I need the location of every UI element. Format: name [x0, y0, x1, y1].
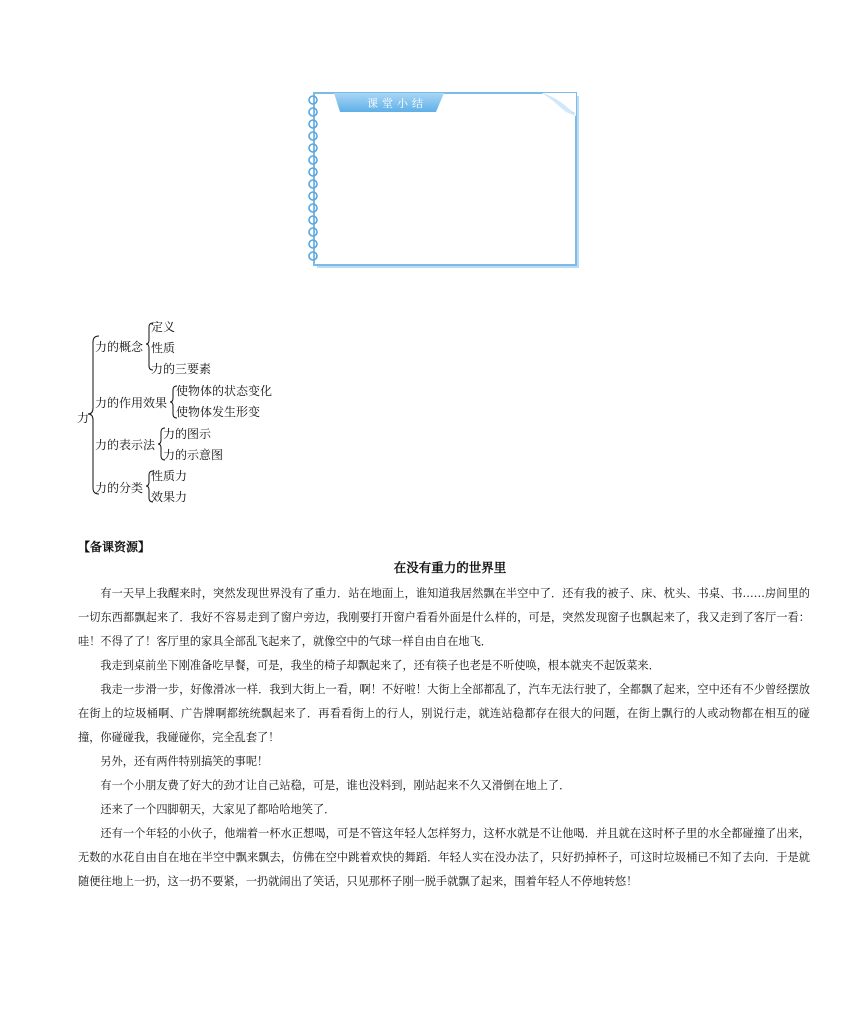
- resources-heading: 【备课资源】: [78, 540, 151, 554]
- leaf-item: 性质力: [151, 469, 188, 483]
- article-paragraph: 还有一个年轻的小伙子，他端着一杯水正想喝，可是不管这年轻人怎样努力，这杯水就是不让他喝．并且就在这时杯子里的水全都碰撞了出来，无数的水花自由自在地在半空中飘来飘去，仿佛在空中跳着欢快的舞蹈．年轻人实在没办法了，只好扔掉杯子，可这时垃圾桶已不知了去向．于是就随便往地上一扔，这一扔不要紧，一扔就闹出了笑话，只见那杯子刚一脱手就飘了起来，围着年轻人不停地转悠！: [78, 827, 810, 888]
- article-paragraph: 我走到桌前坐下刚准备吃早餐，可是，我坐的椅子却飘起来了，还有筷子也老是不听使唤，根本就夹不起饭菜来．: [100, 659, 660, 672]
- article-body: [78, 582, 810, 894]
- branch-label: 力的作用效果: [95, 396, 168, 410]
- branch-label: 力的分类: [95, 481, 144, 495]
- leaf-item: 力的图示: [163, 427, 212, 441]
- branch-label: 力的表示法: [95, 438, 156, 452]
- root-brace: [88, 336, 99, 494]
- leaf-item: 效果力: [151, 490, 188, 504]
- article-title: 在没有重力的世界里: [393, 560, 507, 575]
- leaf-item: 定义: [151, 320, 176, 334]
- article-paragraph: 还来了一个四脚朝天，大家见了都哈哈地笑了．: [100, 803, 336, 816]
- article-paragraph: 另外，还有两件特别搞笑的事呢！: [100, 755, 269, 768]
- leaf-item: 力的三要素: [151, 362, 212, 376]
- leaf-item: 力的示意图: [163, 448, 224, 462]
- leaf-item: 使物体发生形变: [176, 405, 261, 419]
- tree-root: 力: [77, 411, 90, 425]
- summary-card-title: 课堂小结: [367, 97, 427, 110]
- article-paragraph: 我走一步滑一步，好像滑冰一样．我到大街上一看，啊！不好啦！大街上全部都乱了，汽车无法行驶了，全都飘了起来，空中还有不少曾经摆放在街上的垃圾桶啊、广告牌啊都统统飘起来了．再看看街上的行人，别说行走，就连站稳都存在很大的问题，在街上飘行的人或动物都在相互的碰撞，你碰碰我，我碰碰你，完全乱套了！: [78, 683, 810, 744]
- branch-label: 力的概念: [95, 340, 144, 354]
- article-paragraph: 有一天早上我醒来时，突然发现世界没有了重力．站在地面上，谁知道我居然飘在半空中了．还有我的被子、床、枕头、书桌、书……房间里的一切东西都飘起来了．我好不容易走到了窗户旁边，我刚要打开窗户看看外面是什么样的，可是，突然发现窗子也飘起来了，我又走到了客厅一看：哇！不得了了！客厅里的家具全部乱飞起来了，就像空中的气球一样自由自在地飞．: [78, 587, 810, 648]
- article-paragraph: 有一个小朋友费了好大的劲才让自己站稳，可是，谁也没料到，刚站起来不久又滑倒在地上了．: [100, 779, 571, 792]
- leaf-item: 使物体的状态变化: [176, 384, 273, 398]
- leaf-item: 性质: [151, 341, 176, 355]
